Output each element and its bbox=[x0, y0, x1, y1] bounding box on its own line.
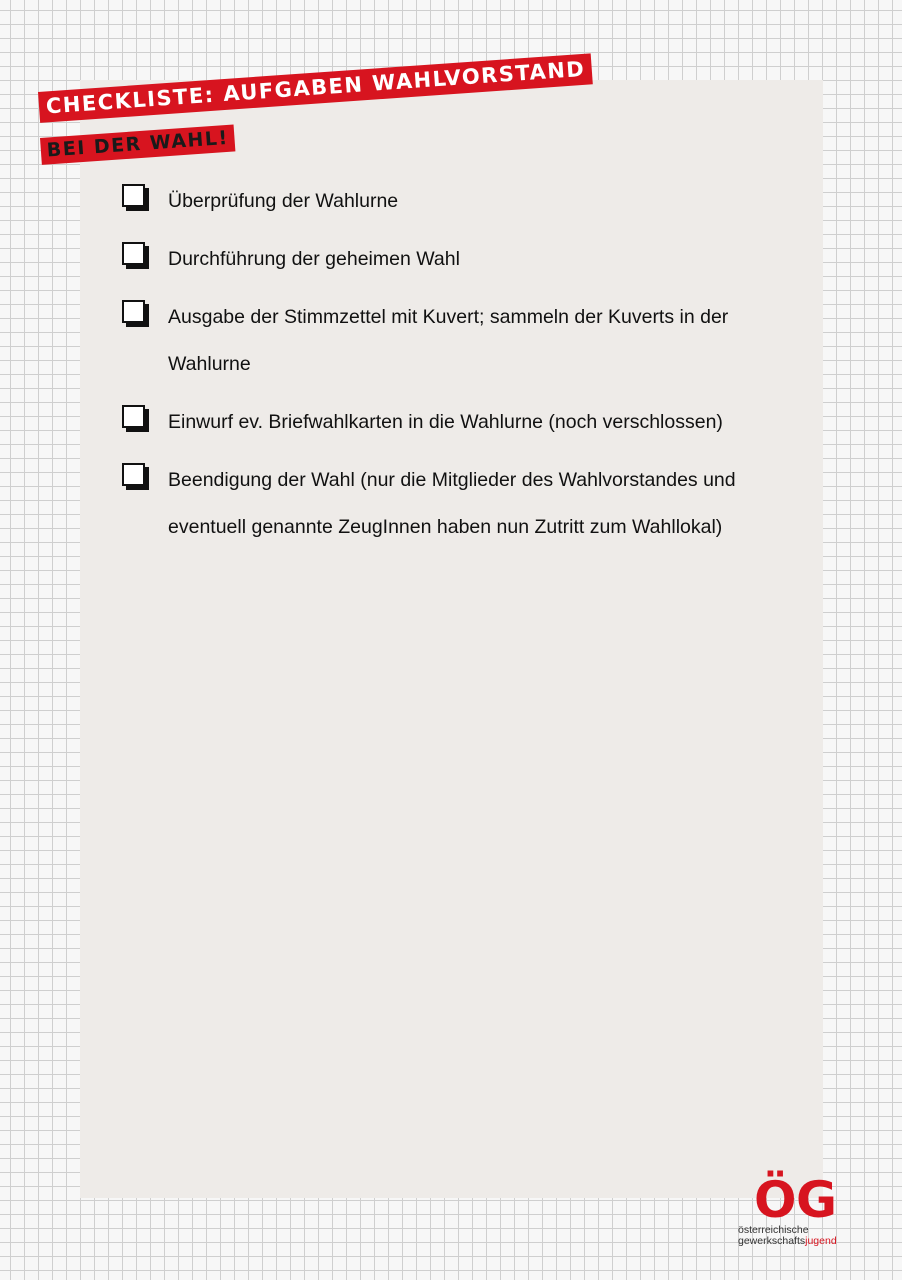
logo-line2 bbox=[738, 1236, 837, 1247]
checklist-item-text: Überprüfung der Wahlurne bbox=[168, 190, 399, 212]
banner-title-line1: CHECKLISTE: AUFGABEN WAHLVORSTAND bbox=[38, 53, 593, 123]
checkbox-icon[interactable] bbox=[122, 184, 145, 207]
checkbox-icon[interactable] bbox=[122, 242, 145, 265]
checklist-item bbox=[120, 294, 760, 388]
logo-mark-o: Ö bbox=[754, 1171, 797, 1229]
checklist-item-text: Einwurf ev. Briefwahlkarten in die Wahlurne (noch verschlossen) bbox=[168, 411, 723, 433]
checkbox-icon[interactable] bbox=[122, 300, 145, 323]
logo-line1: österreichische bbox=[738, 1224, 809, 1236]
checklist-item-text: Durchführung der geheimen Wahl bbox=[168, 248, 460, 270]
logo-wordmark bbox=[738, 1225, 837, 1247]
title-banner bbox=[38, 56, 587, 192]
banner-title-line2: BEI DER WAHL! bbox=[40, 124, 236, 164]
checklist-item bbox=[120, 457, 760, 551]
logo-line2-accent: jugend bbox=[805, 1235, 837, 1247]
checklist-item bbox=[120, 178, 760, 225]
oegj-logo bbox=[738, 1171, 878, 1255]
checklist-item-text: Beendigung der Wahl (nur die Mitglieder des Wahlvorstandes und eventuell genannte ZeugInnen haben nun Zutritt zum Wahllokal) bbox=[168, 469, 736, 538]
checklist-item-text: Ausgabe der Stimmzettel mit Kuvert; sammeln der Kuverts in der Wahlurne bbox=[168, 306, 729, 375]
logo-line2-prefix: gewerkschafts bbox=[738, 1235, 806, 1247]
checklist-item bbox=[120, 399, 760, 446]
task-checklist bbox=[120, 178, 760, 562]
logo-mark-g: G bbox=[796, 1171, 838, 1229]
checklist-item bbox=[120, 236, 760, 283]
checkbox-icon[interactable] bbox=[122, 405, 145, 428]
checkbox-icon[interactable] bbox=[122, 463, 145, 486]
